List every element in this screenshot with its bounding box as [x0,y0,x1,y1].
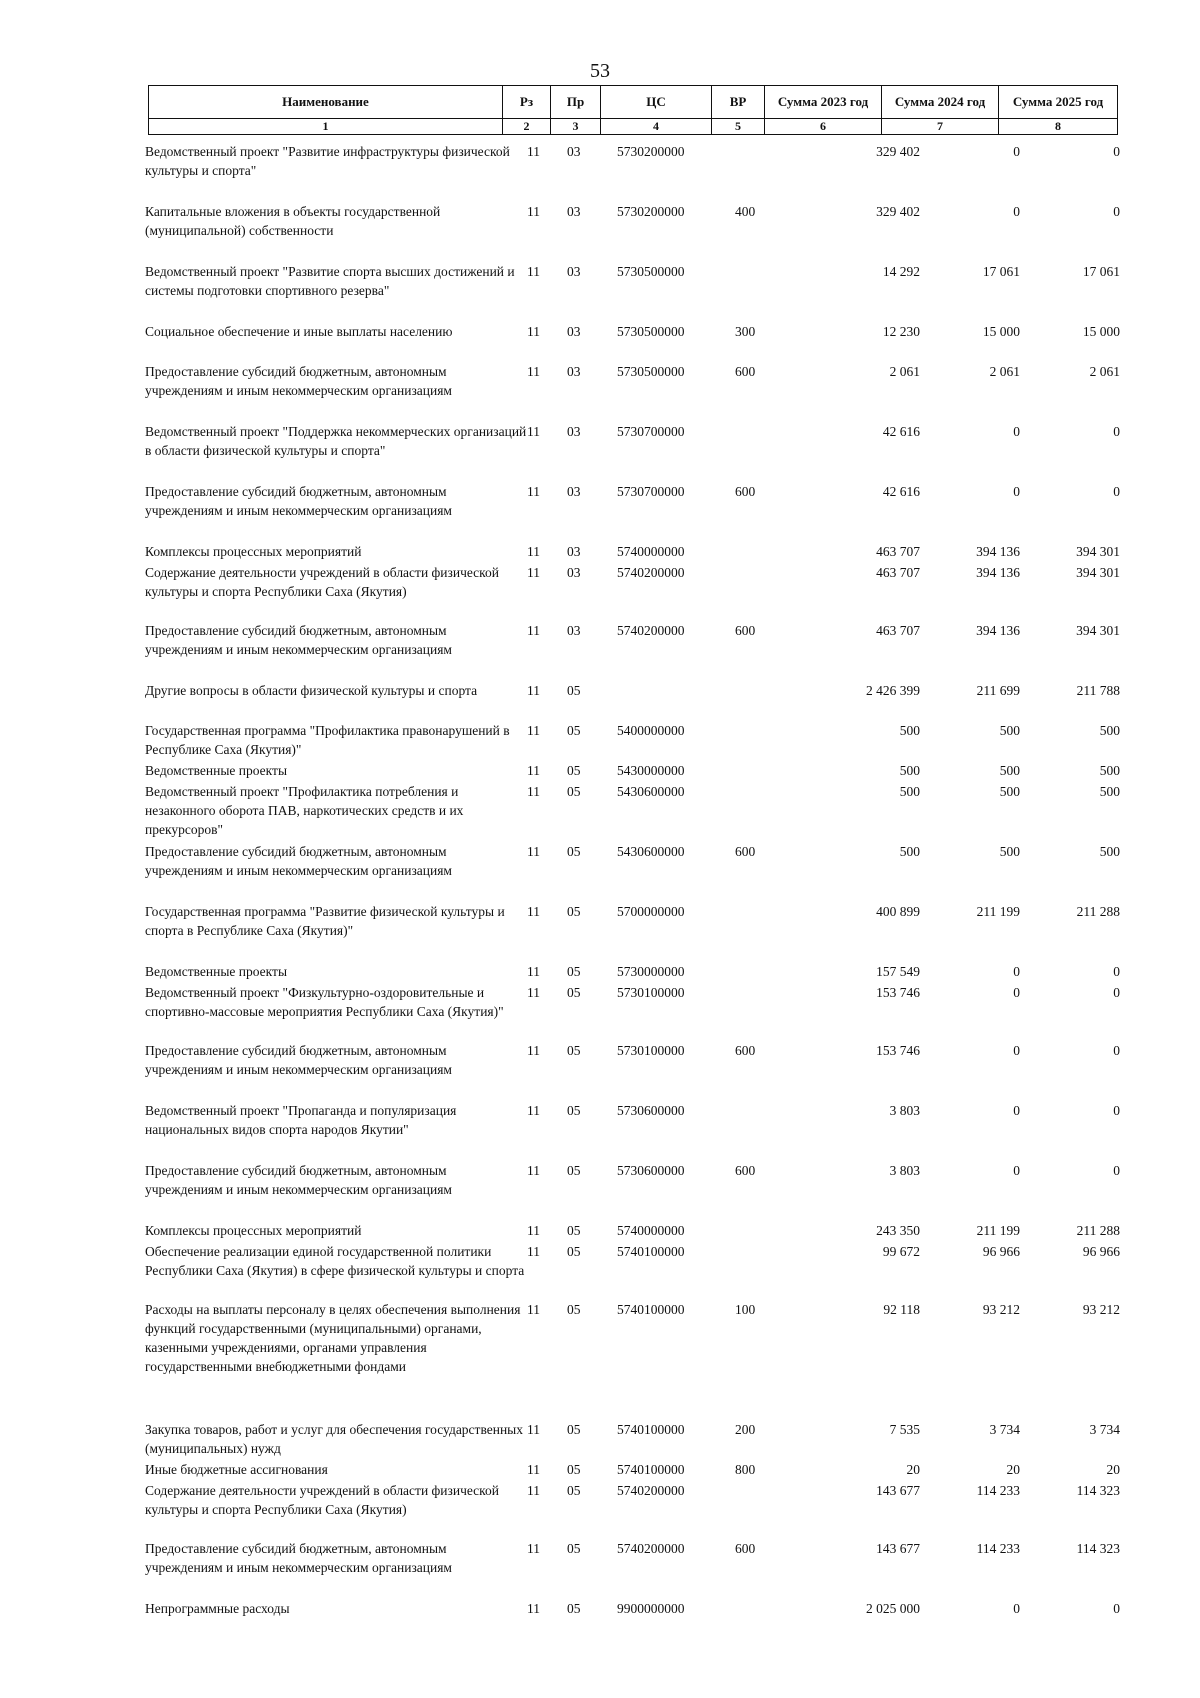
row-sum-2024: 0 [1013,985,1020,1000]
table-row [145,983,1120,1041]
header-pr: Пр [551,86,601,119]
row-rz: 11 [527,1483,540,1498]
row-cs: 5730000000 [617,964,685,979]
table-header [148,85,1118,135]
header-sum-2025: Сумма 2025 год [999,86,1118,119]
table-row [145,1460,1120,1481]
row-sum-2025: 211 788 [1076,683,1120,698]
row-pr: 05 [567,1163,581,1178]
row-sum-2025: 394 301 [1076,565,1120,580]
table-row [145,902,1120,962]
row-name: Предоставление субсидий бюджетным, автономным учреждениям и иным некоммерческим организациям [145,364,452,398]
header-num: 3 [551,119,601,135]
row-cs: 5730200000 [617,144,685,159]
row-sum-2025: 96 966 [1082,1244,1120,1259]
row-vr [735,721,820,761]
row-pr: 03 [567,484,581,499]
table-row [145,362,1120,422]
row-pr: 05 [567,904,581,919]
row-sum-2023: 463 707 [876,623,920,638]
row-sum-2023: 3 803 [889,1163,920,1178]
row-sum-2023: 12 230 [882,324,920,339]
row-sum-2024: 394 136 [976,623,1020,638]
row-sum-2023: 329 402 [876,204,920,219]
row-rz: 11 [527,1462,540,1477]
row-sum-2025: 0 [1113,964,1120,979]
table-row [145,721,1120,761]
row-sum-2023: 143 677 [876,1483,920,1498]
row-cs: 5730100000 [617,985,685,1000]
row-rz: 11 [527,1601,540,1616]
row-sum-2023: 7 535 [889,1422,920,1437]
row-name: Ведомственный проект "Поддержка некоммерческих организаций в области физической культуры и спорта" [145,424,527,458]
row-sum-2025: 0 [1113,424,1120,439]
row-sum-2023: 14 292 [882,264,920,279]
row-rz: 11 [527,623,540,638]
header-num: 4 [601,119,712,135]
row-sum-2024: 0 [1013,964,1020,979]
table-row [145,1420,1120,1460]
row-pr: 03 [567,623,581,638]
row-rz: 11 [527,1163,540,1178]
row-vr [735,1599,820,1621]
row-sum-2025: 0 [1113,1163,1120,1178]
row-rz: 11 [527,364,540,379]
row-sum-2025: 0 [1113,484,1120,499]
table-row [145,1041,1120,1101]
row-name: Ведомственный проект "Развитие инфраструктуры физической культуры и спорта" [145,144,510,178]
row-rz: 11 [527,1223,540,1238]
row-name: Ведомственный проект "Развитие спорта высших достижений и системы подготовки спортивного резерва" [145,264,515,298]
table-row [145,422,1120,482]
row-rz: 11 [527,985,540,1000]
row-sum-2025: 114 323 [1076,1541,1120,1556]
row-name: Комплексы процессных мероприятий [145,1223,362,1238]
row-pr: 05 [567,1223,581,1238]
row-sum-2025: 0 [1113,1043,1120,1058]
row-name: Предоставление субсидий бюджетным, автономным учреждениям и иным некоммерческим организациям [145,1541,452,1575]
page-number: 53 [590,60,610,82]
row-cs: 5730700000 [617,424,685,439]
row-sum-2024: 211 699 [976,683,1020,698]
row-sum-2023: 3 803 [889,1103,920,1118]
row-cs: 5730100000 [617,1043,685,1058]
header-rz: Рз [503,86,551,119]
row-sum-2024: 0 [1013,1601,1020,1616]
row-name: Предоставление субсидий бюджетным, автономным учреждениям и иным некоммерческим организациям [145,484,452,518]
table-row [145,1599,1120,1621]
row-name: Ведомственный проект "Пропаганда и популяризация национальных видов спорта народов Якутии" [145,1103,457,1137]
row-cs: 5740000000 [617,1223,685,1238]
row-pr: 05 [567,1244,581,1259]
row-sum-2023: 500 [899,784,920,799]
row-vr [735,962,820,983]
row-pr: 03 [567,544,581,559]
row-rz: 11 [527,144,540,159]
row-cs: 5740200000 [617,623,685,638]
row-sum-2025: 394 301 [1076,544,1120,559]
row-sum-2024: 0 [1013,144,1020,159]
row-sum-2024: 0 [1013,484,1020,499]
row-rz: 11 [527,1422,540,1437]
row-sum-2024: 0 [1013,1103,1020,1118]
row-pr: 03 [567,324,581,339]
row-vr [735,1242,820,1300]
row-sum-2024: 211 199 [976,1223,1020,1238]
table-row [145,621,1120,681]
header-sum-2024: Сумма 2024 год [882,86,999,119]
row-vr [735,1481,820,1539]
row-rz: 11 [527,964,540,979]
table-row [145,1300,1120,1420]
row-sum-2024: 93 212 [982,1302,1020,1317]
row-sum-2023: 153 746 [876,985,920,1000]
table-row [145,542,1120,563]
row-pr: 05 [567,985,581,1000]
row-rz: 11 [527,683,540,698]
row-cs: 5740100000 [617,1462,685,1477]
row-vr [735,782,820,842]
row-name: Расходы на выплаты персоналу в целях обеспечения выполнения функций государственными (муниципальными) органами, казенными учреждениями, органами управления государственными внебюджетными фондами [145,1302,521,1374]
row-sum-2023: 243 350 [876,1223,920,1238]
row-sum-2023: 400 899 [876,904,920,919]
row-pr: 03 [567,144,581,159]
row-rz: 11 [527,424,540,439]
row-name: Предоставление субсидий бюджетным, автономным учреждениям и иным некоммерческим организациям [145,623,452,657]
row-sum-2025: 2 061 [1089,364,1120,379]
row-vr [735,902,820,962]
row-name: Ведомственный проект "Профилактика потребления и незаконного оборота ПАВ, наркотических средств и их прекурсоров" [145,784,464,837]
row-vr: 600 [735,1043,756,1058]
row-sum-2024: 500 [999,784,1020,799]
row-sum-2023: 20 [906,1462,920,1477]
row-vr: 600 [735,364,756,379]
row-sum-2024: 15 000 [982,324,1020,339]
header-num: 1 [149,119,503,135]
row-name: Ведомственные проекты [145,763,288,778]
row-rz: 11 [527,1541,540,1556]
table-row [145,563,1120,621]
row-sum-2024: 3 734 [989,1422,1020,1437]
row-cs: 5740000000 [617,544,685,559]
row-sum-2023: 143 677 [876,1541,920,1556]
table-row [145,1101,1120,1161]
row-sum-2023: 99 672 [882,1244,920,1259]
header-cs: ЦС [601,86,712,119]
row-pr: 03 [567,364,581,379]
row-vr [735,1101,820,1161]
row-rz: 11 [527,763,540,778]
row-name: Содержание деятельности учреждений в области физической культуры и спорта Республики Саха (Якутия) [145,1483,500,1517]
row-sum-2023: 42 616 [882,424,920,439]
row-rz: 11 [527,565,540,580]
row-sum-2025: 394 301 [1076,623,1120,638]
budget-table [145,142,1120,1621]
header-num: 7 [882,119,999,135]
row-vr [735,681,820,721]
table-row [145,1481,1120,1539]
row-pr: 05 [567,1462,581,1477]
row-vr: 600 [735,484,756,499]
row-sum-2023: 463 707 [876,565,920,580]
row-pr: 03 [567,204,581,219]
row-vr: 100 [735,1302,756,1317]
row-name: Государственная программа "Развитие физической культуры и спорта в Республике Саха (Якутия)" [145,904,505,938]
row-pr: 05 [567,844,581,859]
row-pr: 05 [567,723,581,738]
row-rz: 11 [527,204,540,219]
row-cs: 5740100000 [617,1244,685,1259]
row-pr: 03 [567,424,581,439]
row-vr [735,422,820,482]
row-sum-2023: 500 [899,763,920,778]
row-name: Комплексы процессных мероприятий [145,544,362,559]
row-cs: 5400000000 [617,723,685,738]
row-vr: 800 [735,1462,756,1477]
row-sum-2025: 3 734 [1089,1422,1120,1437]
row-pr: 05 [567,1043,581,1058]
row-pr: 05 [567,1422,581,1437]
row-vr [735,542,820,563]
row-cs: 5700000000 [617,904,685,919]
row-name: Обеспечение реализации единой государственной политики Республики Саха (Якутия) в сфере физической культуры и спорта [145,1244,525,1278]
row-sum-2024: 394 136 [976,544,1020,559]
row-sum-2024: 500 [999,844,1020,859]
header-vr: ВР [712,86,765,119]
row-sum-2025: 500 [1099,844,1120,859]
row-sum-2023: 2 061 [889,364,920,379]
row-sum-2023: 42 616 [882,484,920,499]
row-sum-2023: 92 118 [883,1302,920,1317]
row-sum-2025: 500 [1099,784,1120,799]
row-sum-2024: 500 [999,723,1020,738]
row-cs: 5430000000 [617,763,685,778]
row-cs: 5740100000 [617,1422,685,1437]
row-rz: 11 [527,844,540,859]
row-sum-2023: 329 402 [876,144,920,159]
row-name: Содержание деятельности учреждений в области физической культуры и спорта Республики Саха (Якутия) [145,565,500,599]
row-vr: 600 [735,1163,756,1178]
row-sum-2025: 93 212 [1082,1302,1120,1317]
table-row [145,761,1120,782]
table-row [145,842,1120,902]
row-sum-2023: 500 [899,723,920,738]
row-sum-2024: 114 233 [976,1541,1020,1556]
row-rz: 11 [527,544,540,559]
row-cs: 5740100000 [617,1302,685,1317]
row-sum-2024: 2 061 [989,364,1020,379]
row-sum-2025: 500 [1099,763,1120,778]
row-rz: 11 [527,1103,540,1118]
row-cs [617,681,735,721]
row-rz: 11 [527,1302,540,1317]
row-rz: 11 [527,264,540,279]
row-name: Социальное обеспечение и иные выплаты населению [145,324,453,339]
row-vr: 400 [735,204,756,219]
table-row [145,1242,1120,1300]
table-row [145,1161,1120,1221]
row-pr: 05 [567,1103,581,1118]
row-rz: 11 [527,723,540,738]
row-cs: 5730600000 [617,1103,685,1118]
header-num: 2 [503,119,551,135]
row-name: Иные бюджетные ассигнования [145,1462,328,1477]
table-row [145,202,1120,262]
row-vr [735,563,820,621]
row-cs: 9900000000 [617,1601,685,1616]
row-sum-2023: 2 426 399 [866,683,920,698]
row-sum-2025: 0 [1113,204,1120,219]
row-vr [735,142,820,202]
row-rz: 11 [527,1043,540,1058]
table-row [145,322,1120,362]
table-row [145,142,1120,202]
header-num: 5 [712,119,765,135]
row-cs: 5730200000 [617,204,685,219]
row-pr: 05 [567,763,581,778]
row-pr: 05 [567,784,581,799]
row-sum-2024: 500 [999,763,1020,778]
row-pr: 03 [567,565,581,580]
row-pr: 05 [567,1302,581,1317]
row-sum-2025: 0 [1113,144,1120,159]
row-cs: 5740200000 [617,565,685,580]
row-vr: 300 [735,324,756,339]
row-cs: 5730500000 [617,264,685,279]
row-sum-2024: 17 061 [982,264,1020,279]
row-vr [735,761,820,782]
row-name: Капитальные вложения в объекты государственной (муниципальной) собственности [145,204,441,238]
table-row [145,782,1120,842]
header-num: 8 [999,119,1118,135]
row-pr: 05 [567,1483,581,1498]
row-sum-2025: 0 [1113,1601,1120,1616]
row-vr: 600 [735,844,756,859]
table-row [145,681,1120,721]
row-sum-2024: 20 [1006,1462,1020,1477]
row-vr [735,1221,820,1242]
row-sum-2023: 463 707 [876,544,920,559]
row-vr: 200 [735,1422,756,1437]
row-rz: 11 [527,484,540,499]
row-cs: 5730600000 [617,1163,685,1178]
row-cs: 5740200000 [617,1541,685,1556]
header-name: Наименование [149,86,503,119]
header-sum-2023: Сумма 2023 год [765,86,882,119]
row-sum-2023: 153 746 [876,1043,920,1058]
row-name: Предоставление субсидий бюджетным, автономным учреждениям и иным некоммерческим организациям [145,1043,452,1077]
row-cs: 5730500000 [617,364,685,379]
row-name: Непрограммные расходы [145,1601,290,1616]
row-name: Ведомственный проект "Физкультурно-оздоровительные и спортивно-массовые мероприятия Республики Саха (Якутия)" [145,985,504,1019]
row-rz: 11 [527,1244,540,1259]
row-sum-2023: 2 025 000 [866,1601,920,1616]
row-pr: 05 [567,964,581,979]
row-sum-2025: 0 [1113,985,1120,1000]
row-vr [735,262,820,322]
row-pr: 05 [567,1541,581,1556]
row-sum-2025: 114 323 [1076,1483,1120,1498]
table-row [145,962,1120,983]
row-name: Ведомственные проекты [145,964,288,979]
row-sum-2024: 0 [1013,204,1020,219]
row-rz: 11 [527,904,540,919]
row-sum-2024: 211 199 [976,904,1020,919]
row-sum-2025: 211 288 [1076,904,1120,919]
row-sum-2024: 394 136 [976,565,1020,580]
row-sum-2025: 0 [1113,1103,1120,1118]
row-name: Закупка товаров, работ и услуг для обеспечения государственных (муниципальных) нужд [145,1422,524,1456]
header-num: 6 [765,119,882,135]
row-rz: 11 [527,324,540,339]
row-sum-2025: 15 000 [1082,324,1120,339]
row-sum-2025: 20 [1106,1462,1120,1477]
row-rz: 11 [527,784,540,799]
row-name: Другие вопросы в области физической культуры и спорта [145,683,478,698]
row-vr: 600 [735,623,756,638]
table-body [145,142,1120,1621]
row-name: Предоставление субсидий бюджетным, автономным учреждениям и иным некоммерческим организациям [145,844,452,878]
row-sum-2024: 0 [1013,1163,1020,1178]
row-cs: 5430600000 [617,844,685,859]
table-row [145,482,1120,542]
row-sum-2025: 17 061 [1082,264,1120,279]
table-row [145,262,1120,322]
row-cs: 5740200000 [617,1483,685,1498]
table-row [145,1539,1120,1599]
row-cs: 5730700000 [617,484,685,499]
row-pr: 05 [567,683,581,698]
row-pr: 05 [567,1601,581,1616]
row-name: Предоставление субсидий бюджетным, автономным учреждениям и иным некоммерческим организациям [145,1163,452,1197]
table-row [145,1221,1120,1242]
row-sum-2024: 0 [1013,424,1020,439]
row-cs: 5730500000 [617,324,685,339]
row-vr: 600 [735,1541,756,1556]
row-sum-2025: 211 288 [1076,1223,1120,1238]
row-sum-2024: 0 [1013,1043,1020,1058]
row-pr: 03 [567,264,581,279]
row-name: Государственная программа "Профилактика правонарушений в Республике Саха (Якутия)" [145,723,510,757]
row-sum-2023: 500 [899,844,920,859]
row-sum-2024: 114 233 [976,1483,1020,1498]
row-cs: 5430600000 [617,784,685,799]
row-sum-2023: 157 549 [876,964,920,979]
row-vr [735,983,820,1041]
row-sum-2025: 500 [1099,723,1120,738]
row-sum-2024: 96 966 [982,1244,1020,1259]
